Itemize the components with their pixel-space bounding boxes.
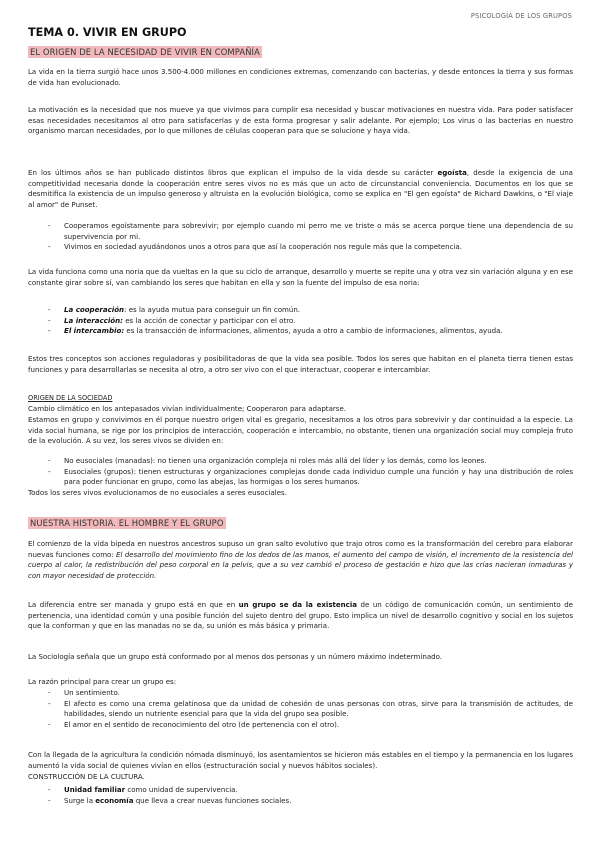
bold-term: un grupo se da la existencia [238,600,358,609]
list-item-text: : es la ayuda mutua para conseguir un fin común. [124,305,301,314]
bold-term: El intercambio: [64,326,125,336]
bold-term: egoísta [437,168,467,177]
paragraph: La razón principal para crear un grupo es: [28,677,177,686]
paragraph: La vida funciona como una noria que da vueltas en la que su ciclo de arranque, desarrollo y muerte se repite una y otra vez sin variación alguna y en ese constante girar sobre sí, van cambiando los seres que habitan en ella y son la fuente del impulso de esa noria: [28,267,573,287]
paragraph: La vida en la tierra surgió hace unos 3.500-4.000 millones en condiciones extremas, comenzando con bacterias, y desde entonces la tierra y sus formas de vida han evolucionado. [28,67,573,87]
dash-bullet: - [48,242,51,252]
list-item-text: como unidad de supervivencia. [125,785,238,794]
text-run: , desde la exigencia de una competitividad necesaria donde la cooperación entre seres vivos no es más que un acto de circunstancial conveniencia. Documentos en los que se desmitifica la existencia de un impulso generoso y altruista en la evolución biológica, como se explica en "El gen egoísta" de Richard Dawkins, o "El viaje al amor" de Punset. [28,168,573,209]
paragraph: La motivación es la necesidad que nos mueve ya que vivimos para cumplir esa necesidad y buscar motivaciones en nuestra vida. Para poder satisfacer esas necesidades necesitamos al otro para satisfacerlas y de esta forma progresar y salir adelante. Por ejemplo; Los virus o las bacterias en nuestro organismo marcan necesidades, por lo que millones de células cooperan para que se solucione y haya vida. [28,105,573,136]
dash-bullet: - [48,305,51,314]
list-item-text: Un sentimiento. [64,688,120,697]
dash-bullet: - [48,698,51,708]
bullet-list [48,305,573,337]
dash-bullet: - [48,795,51,805]
list-item [48,467,573,488]
list-item-text: Cooperamos egoístamente para sobrevivir; por ejemplo cuando mi perro me ve triste o más se acerca porque tiene una dependencia de su supervivencia por mi. [64,221,573,241]
list-item-text: Vivimos en sociedad ayudándonos unos a otros para que así la cooperación nos regule más que la competencia. [64,242,462,252]
paragraph: Con la llegada de la agricultura la condición nómada disminuyó, los asentamientos se hicieron más estables en el tiempo y la permanencia en los lugares aumentó la vida social de quienes vivían en ellos (estructuración social y nuevos hábitos sociales). [28,750,573,770]
paragraph: Estos tres conceptos son acciones reguladoras y posibilitadoras de que la vida sea posible. Todos los seres que habitan en el planeta tierra tienen estas funciones y para desarrollarlas se necesita al otro, a otro ser vivo con el que interactuar, cooperar e intercambiar. [28,354,573,374]
text-run: La diferencia entre ser manada y grupo está en que en [28,600,239,609]
list-item [48,796,573,807]
dash-bullet: - [48,466,51,476]
list-item [48,242,573,253]
bullet-list [48,456,573,488]
list-item-text: que lleva a crear nuevas funciones sociales. [133,795,292,805]
list-item [48,305,573,316]
bold-term: La cooperación [64,305,125,314]
dash-bullet: - [48,785,51,794]
dash-bullet: - [48,315,51,325]
list-item-text: es la transacción de informaciones, alimentos, ayuda a otro a cambio de informaciones, alimentos, ayuda. [124,326,503,336]
text-run: El comienzo de la vida bípeda en nuestros ancestros supuso un gran salto evolutivo que trajo otros como es la transformación del cerebro para elaborar nuevas funciones como: [28,539,573,559]
list-item [48,699,573,720]
list-item-text: es la acción de conectar y participar con el otro. [122,315,296,325]
bullet-list [48,688,573,730]
list-item-text: El amor en el sentido de reconocimiento del otro (de pertenencia con el otro). [64,719,340,729]
section-heading-historia: NUESTRA HISTORIA. EL HOMBRE Y EL GRUPO [30,518,224,528]
bullet-list [48,221,573,253]
paragraph: Cambio climático en los antepasados vivían individualmente; Cooperaron para adaptarse. [28,404,347,413]
list-item [48,221,573,242]
section-heading-origen: EL ORIGEN DE LA NECESIDAD DE VIVIR EN COMPAÑÍA [30,47,260,57]
sub-heading: ORIGEN DE LA SOCIEDAD [28,394,113,402]
dash-bullet: - [48,456,51,465]
paragraph [28,168,573,210]
text-run: En los últimos años se han publicado distintos libros que explican el impulso de la vida desde su carácter [28,168,438,177]
list-item [48,720,573,731]
running-header: PSICOLOGÍA DE LOS GRUPOS [470,12,572,20]
paragraph [28,539,573,581]
paragraph: Todos los seres vivos evolucionamos de no eusociales a seres eusociales. [28,488,287,497]
list-item [48,326,573,337]
bold-term: Unidad familiar [64,785,126,794]
text-run: Surge la [64,795,96,805]
dash-bullet: - [48,326,51,336]
list-item [48,688,573,699]
list-item-text: No eusociales (manadas): no tienen una organización compleja ni roles más allá del líder y los demás, como los leones. [64,456,487,465]
italic-text: El desarrollo del movimiento fino de los dedos de las manos, el aumento del campo de visión, el incremento de la resistencia del cuerpo al calor, la redistribución del peso corporal en la pelvis, que a su vez cambió el proceso de gestación e hizo que las crías nacieran inmaduras y con mayor necesidad de protección. [28,549,573,580]
page-title: TEMA 0. VIVIR EN GRUPO [28,26,187,39]
list-item-text: El afecto es como una crema gelatinosa que da unidad de cohesión de unas personas con otras, sirve para la transmisión de actitudes, de habilidades, siendo un nutriente esencial para que la vida del grupo sea posible. [64,698,573,719]
bold-term: economía [95,795,134,805]
list-item [48,456,573,467]
paragraph: Estamos en grupo y convivimos en él porque nuestro origen vital es gregario, necesitamos a los otros para sobrevivir y dar continuidad a la especie. La vida social humana, se rige por los principios de interacción, cooperación e intercambio, no obstante, tienen una organización social muy compleja fruto de la evolución. A su vez, los seres vivos se dividen en: [28,415,573,446]
paragraph: La Sociología señala que un grupo está conformado por al menos dos personas y un número máximo indeterminado. [28,652,443,661]
dash-bullet: - [48,221,51,230]
bold-term: La interacción: [64,315,123,325]
bullet-list [48,785,573,806]
text-run: de un código de comunicación común, un sentimiento de pertenencia, una identidad común y una posible función del sujeto dentro del grupo. Esto implica un nivel de desarrollo cognitivo y social en los sujetos que la conforman y que en las manadas no se da, su unión es más básica y primaria. [28,600,573,631]
list-item [48,316,573,327]
dash-bullet: - [48,688,51,697]
dash-bullet: - [48,719,51,729]
paragraph [28,600,573,632]
paragraph: CONSTRUCCIÓN DE LA CULTURA. [28,772,145,781]
list-item [48,785,573,796]
list-item-text: Eusociales (grupos): tienen estructuras y organizaciones complejas donde cada individuo cumple una función y hay una distribución de roles para poder funcionar en grupo, como las abejas, las hormigas o los seres humanos. [64,466,573,487]
